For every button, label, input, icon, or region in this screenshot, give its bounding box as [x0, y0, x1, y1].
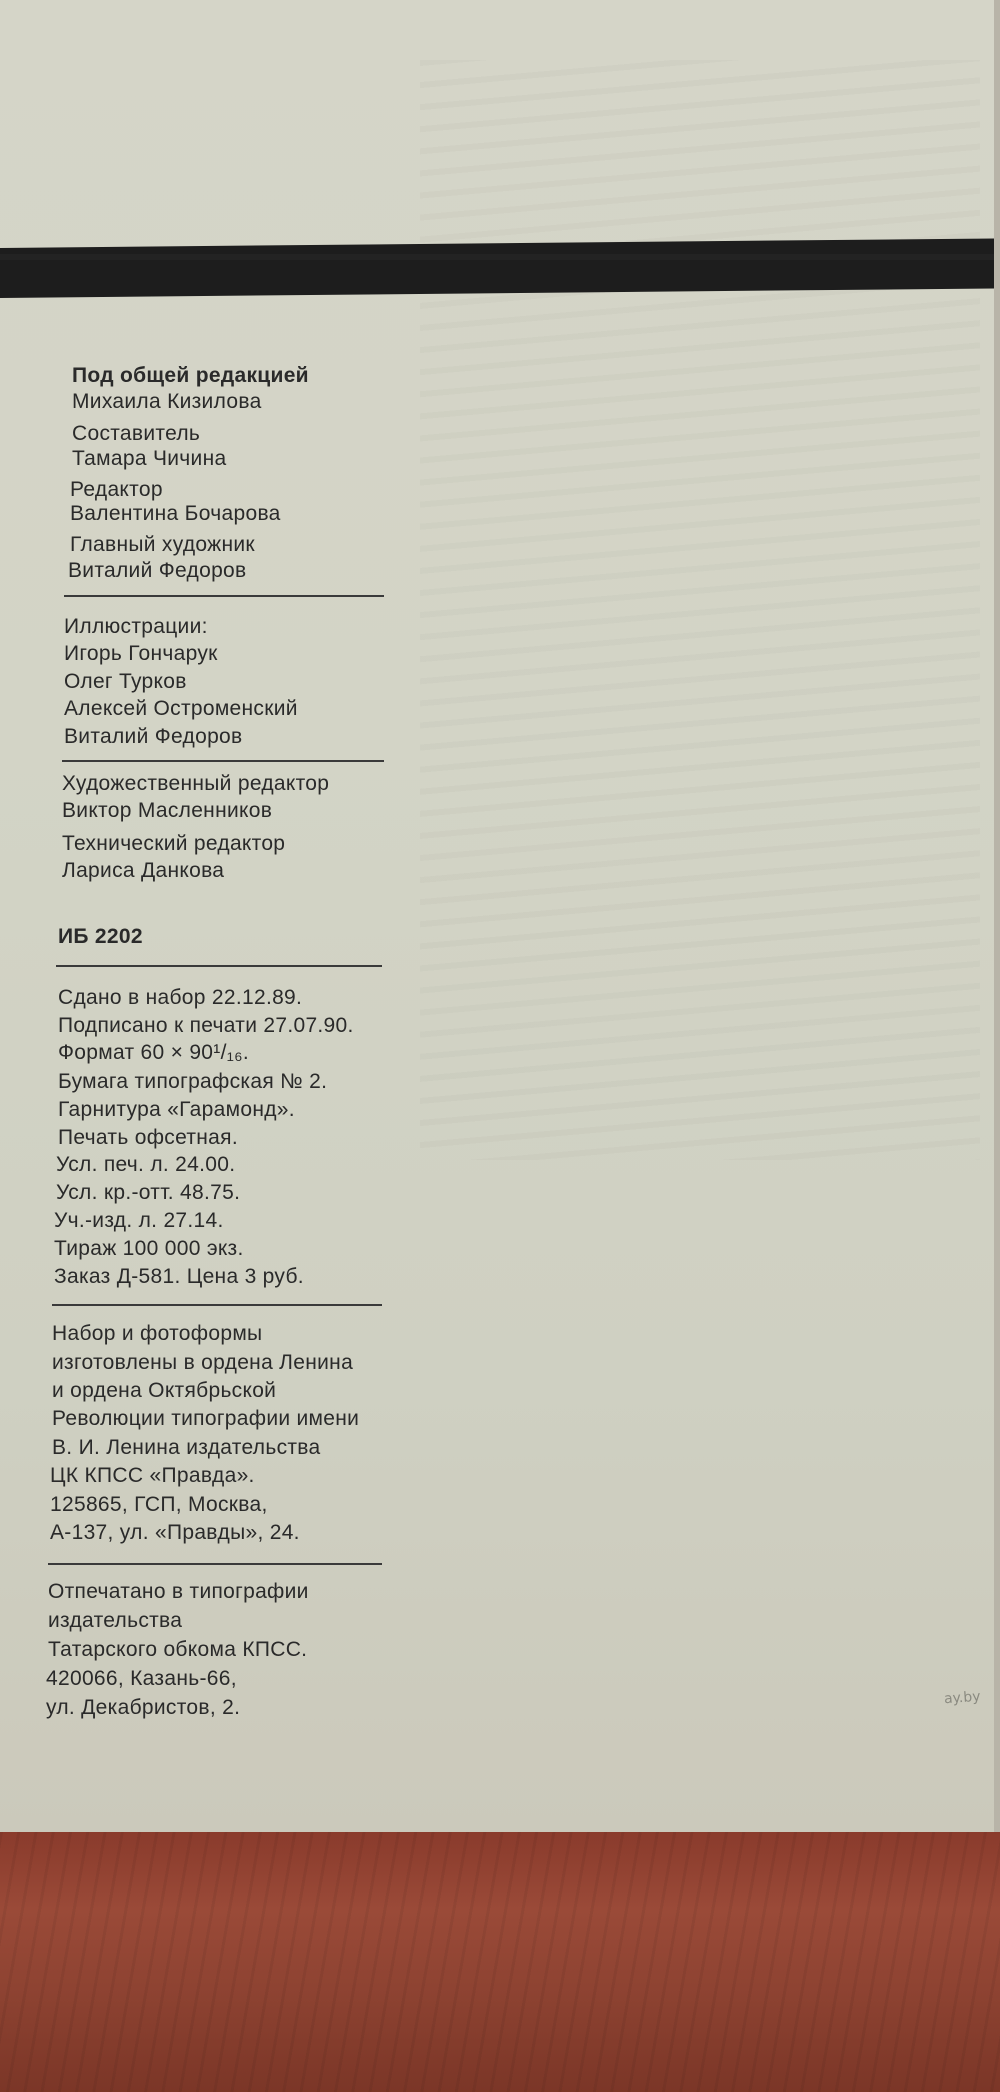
editor-label: Редактор [70, 478, 163, 501]
chief-artist-label: Главный художник [70, 533, 255, 556]
typeset-line: ЦК КПСС «Правда». [50, 1464, 255, 1487]
chief-artist-name: Виталий Федоров [68, 559, 247, 582]
divider [52, 1304, 382, 1306]
illustrator-name: Алексей Остроменский [64, 697, 298, 720]
compiler-name: Тамара Чичина [72, 447, 227, 470]
illustrator-name: Виталий Федоров [64, 725, 243, 748]
typeset-line: изготовлены в ордена Ленина [52, 1351, 354, 1374]
printing-line: Гарнитура «Гарамонд». [58, 1098, 295, 1121]
printed-at-line: 420066, Казань-66, [46, 1667, 237, 1690]
typeset-line: В. И. Ленина издательства [52, 1436, 321, 1459]
illustrations-label: Иллюстрации: [64, 615, 208, 638]
printed-at-line: Татарского обкома КПСС. [48, 1638, 308, 1661]
printing-line: Формат 60 × 90¹/₁₆. [58, 1041, 249, 1064]
printing-line: Усл. кр.-отт. 48.75. [56, 1181, 241, 1204]
typeset-line: и ордена Октябрьской [52, 1379, 277, 1402]
typeset-line: 125865, ГСП, Москва, [50, 1493, 268, 1516]
divider [64, 595, 384, 597]
divider [48, 1563, 382, 1565]
divider [62, 760, 384, 762]
typeset-line: А-137, ул. «Правды», 24. [50, 1521, 300, 1544]
compiler-label: Составитель [72, 422, 201, 445]
art-editor-label: Художественный редактор [62, 772, 330, 795]
printed-at-line: издательства [48, 1609, 183, 1632]
tech-editor-name: Лариса Данкова [62, 859, 225, 882]
art-editor-name: Виктор Масленников [62, 799, 273, 822]
ib-number: ИБ 2202 [58, 925, 143, 948]
illustrator-name: Игорь Гончарук [64, 642, 218, 665]
tech-editor-label: Технический редактор [62, 832, 286, 855]
illustrator-name: Олег Турков [64, 670, 187, 693]
general-editor-label: Под общей редакцией [72, 364, 309, 387]
printed-at-line: Отпечатано в типографии [48, 1580, 309, 1603]
printing-line: Заказ Д-581. Цена 3 руб. [54, 1265, 304, 1288]
divider [56, 965, 382, 967]
printing-line: Сдано в набор 22.12.89. [58, 986, 303, 1009]
editor-name: Валентина Бочарова [70, 502, 281, 525]
watermark-text: ay.by [942, 1688, 981, 1708]
printing-line: Тираж 100 000 экз. [54, 1237, 244, 1260]
printed-at-line: ул. Декабристов, 2. [46, 1696, 241, 1719]
printing-line: Подписано к печати 27.07.90. [58, 1014, 354, 1037]
printing-line: Уч.-изд. л. 27.14. [54, 1209, 224, 1232]
table-grain [0, 1832, 1000, 2092]
general-editor-name: Михаила Кизилова [72, 390, 262, 413]
printing-line: Усл. печ. л. 24.00. [56, 1153, 236, 1176]
printing-line: Печать офсетная. [58, 1126, 238, 1149]
printing-line: Бумага типографская № 2. [58, 1070, 328, 1093]
typeset-line: Набор и фотоформы [52, 1322, 263, 1345]
typeset-line: Революции типографии имени [52, 1407, 360, 1430]
